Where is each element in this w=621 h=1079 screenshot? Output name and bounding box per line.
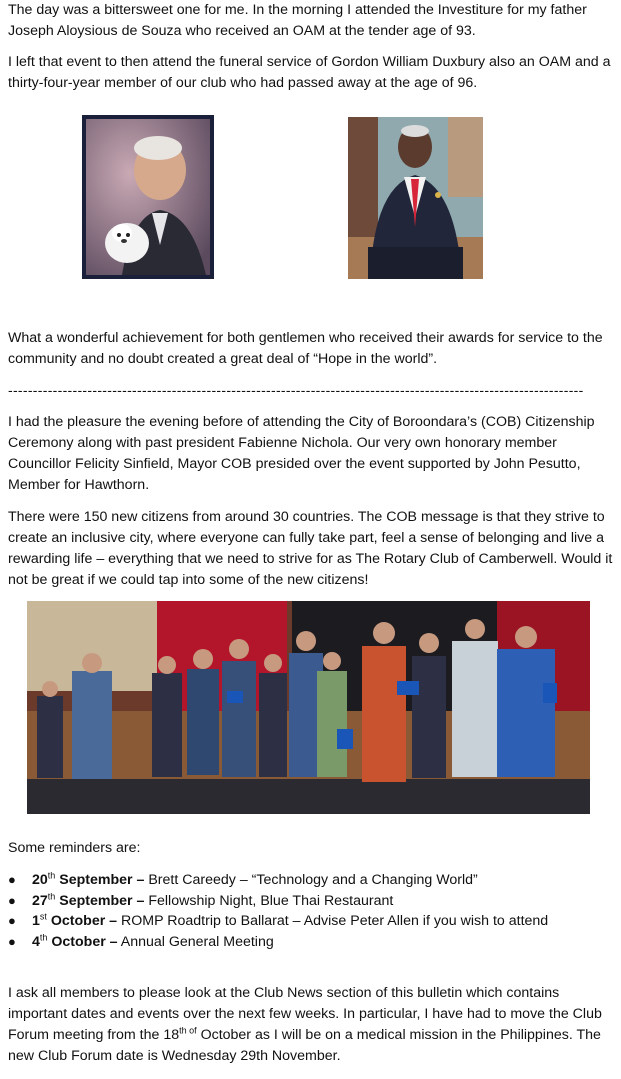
separator-line: -------------------------------------------------------------------------------------------------------------------- — [8, 382, 584, 398]
paragraph-new-citizens: There were 150 new citizens from around 30 countries. The COB message is that they strive to create an inclusive city, where everyone can fully take part, feel a sense of belonging and live a rewarding life – everything that we need to strive for as The Rotary Club of Camberwell. Would it not be great if we could tap into some of the new citizens! — [8, 509, 613, 588]
reminder-item: ● 20th September – Brett Careedy – “Technology and a Changing World” — [0, 870, 548, 891]
reminders-list — [0, 870, 548, 952]
photo-gordon-duxbury — [82, 115, 214, 279]
bullet-icon: ● — [8, 913, 16, 928]
bullet-icon: ● — [8, 933, 16, 949]
reminder-item: ● 27th September – Fellowship Night, Blue Thai Restaurant — [0, 891, 548, 912]
bullet-icon: ● — [8, 872, 16, 887]
paragraph-investiture: The day was a bittersweet one for me. In the morning I attended the Investiture for my father Joseph Aloysious de Souza who received an OAM at the tender age of 93. — [8, 2, 587, 39]
photo-citizenship-group — [27, 601, 590, 814]
paragraph-club-forum: I ask all members to please look at the Club News section of this bulletin which contains important dates and events over the next few weeks. In particular, I have had to move the Club Forum meeting from the $18^{th of}$ October as I will be on a medical mission in the Philippines. The new Club Forum date is Wednesday 29th November. — [8, 985, 602, 1064]
paragraph-achievement: What a wonderful achievement for both gentlemen who received their awards for service to the community and no doubt created a great deal of “Hope in the world”. — [8, 330, 603, 367]
paragraph-funeral: I left that event to then attend the funeral service of Gordon William Duxbury also an OAM and a thirty-four-year member of our club who had passed away at the age of 96. — [8, 54, 611, 91]
reminder-item: ● 4th October – Annual General Meeting — [0, 932, 548, 953]
reminders-intro: Some reminders are: — [8, 840, 141, 856]
reminder-item: ● 1st October – ROMP Roadtrip to Ballarat – Advise Peter Allen if you wish to attend — [0, 911, 548, 932]
photo-joseph-de-souza — [348, 117, 483, 279]
paragraph-citizenship-ceremony: I had the pleasure the evening before of attending the City of Boroondara’s (COB) Citizenship Ceremony along with past president Fabienne Nichola. Our very own honorary member Councillor Felicity Sinfield, Mayor COB presided over the event supported by John Pesutto, Member for Hawthorn. — [8, 414, 595, 493]
bullet-icon: ● — [8, 892, 16, 908]
